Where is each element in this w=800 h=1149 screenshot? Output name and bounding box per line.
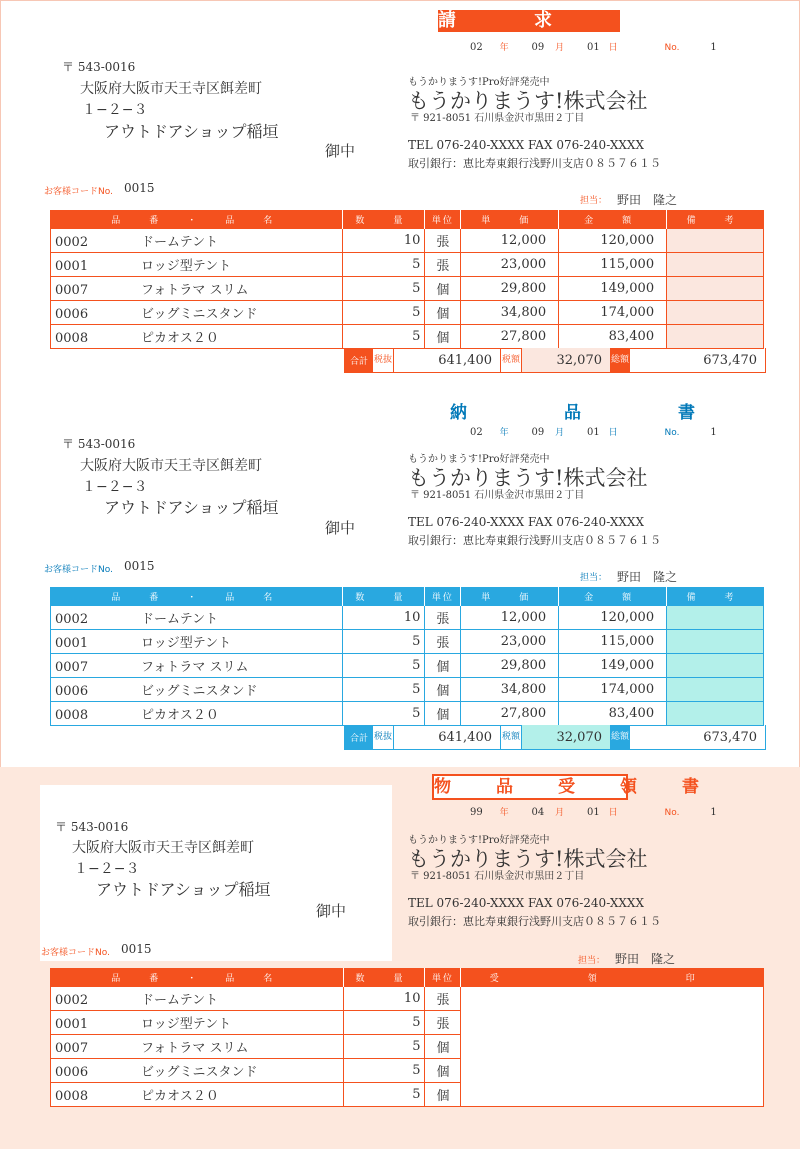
item-name: ロッジ型テント bbox=[141, 1017, 232, 1032]
unit-cell: 張 bbox=[425, 606, 461, 630]
item-cell bbox=[51, 253, 343, 277]
customer-code: 0015 bbox=[121, 942, 152, 956]
customer-postal: 〒 543-0016 bbox=[55, 820, 129, 834]
date-month: 09 bbox=[531, 42, 545, 53]
customer-address2: １−２−３ bbox=[82, 102, 148, 118]
col-item: 品 番 ・ 品 名 bbox=[111, 593, 283, 603]
doc-no: 1 bbox=[710, 807, 717, 818]
item-code: 0002 bbox=[55, 612, 89, 627]
item-cell bbox=[51, 229, 343, 253]
staff-name: 野田 隆之 bbox=[615, 952, 676, 966]
qty-cell: 5 bbox=[343, 325, 425, 349]
remarks-cell bbox=[667, 253, 764, 277]
company-bank: 取引銀行：恵比寿東銀行浅野川支店０８５７６１５ bbox=[408, 915, 661, 928]
company-tel-fax: TEL 076-240-XXXX FAX 076-240-XXXX bbox=[408, 515, 644, 529]
company-tagline: もうかりまうす!Pro好評発売中 bbox=[408, 77, 550, 88]
month-label: 月 bbox=[555, 808, 565, 818]
customer-code-label: お客様コードNo. bbox=[44, 187, 113, 197]
item-name: ピカオス２０ bbox=[141, 331, 219, 346]
item-cell bbox=[51, 1035, 344, 1059]
amount-cell: 83,400 bbox=[559, 325, 667, 349]
delivery-date bbox=[470, 425, 717, 438]
amount-cell: 174,000 bbox=[559, 678, 667, 702]
item-code: 0006 bbox=[55, 684, 89, 699]
table-row bbox=[51, 277, 764, 301]
table-row bbox=[51, 606, 764, 630]
company-tel-fax: TEL 076-240-XXXX FAX 076-240-XXXX bbox=[408, 896, 644, 910]
qty-cell: 5 bbox=[343, 678, 425, 702]
item-name: ピカオス２０ bbox=[141, 1089, 219, 1104]
unit-cell: 張 bbox=[425, 253, 461, 277]
item-cell bbox=[51, 678, 343, 702]
amount-cell: 120,000 bbox=[559, 229, 667, 253]
col-remarks: 備 考 bbox=[667, 211, 764, 229]
unit-cell: 張 bbox=[425, 1011, 461, 1035]
customer-code-label: お客様コードNo. bbox=[41, 948, 110, 958]
item-cell bbox=[51, 325, 343, 349]
no-label: No. bbox=[664, 43, 680, 53]
company-tel-fax: TEL 076-240-XXXX FAX 076-240-XXXX bbox=[408, 138, 644, 152]
col-unit: 単位 bbox=[425, 588, 461, 606]
unit-cell: 個 bbox=[425, 1059, 461, 1083]
qty-cell: 5 bbox=[343, 1035, 425, 1059]
customer-postal: 〒 543-0016 bbox=[62, 60, 136, 74]
honorific: 御中 bbox=[325, 519, 356, 537]
customer-code: 0015 bbox=[124, 181, 155, 195]
date-year: 02 bbox=[470, 42, 483, 53]
item-name: フォトラマ スリム bbox=[141, 1041, 249, 1056]
company-name: もうかりまうす!株式会社 bbox=[408, 89, 648, 113]
qty-cell: 5 bbox=[343, 702, 425, 726]
receipt-items-table bbox=[50, 968, 764, 1107]
tax-amount: 32,070 bbox=[522, 725, 610, 749]
grand-amount: 673,470 bbox=[703, 729, 757, 745]
total-label: 合計 bbox=[345, 348, 373, 372]
customer-postal: 〒 543-0016 bbox=[62, 437, 136, 451]
invoice-title: 請 求 書 bbox=[438, 10, 678, 31]
qty-cell: 5 bbox=[343, 253, 425, 277]
qty-cell: 5 bbox=[343, 630, 425, 654]
col-receipt-stamp: 受 領 印 bbox=[461, 969, 764, 987]
item-name: ドームテント bbox=[141, 235, 219, 250]
item-name: ビッグミニスタンド bbox=[141, 307, 258, 322]
remarks-cell bbox=[667, 630, 764, 654]
pretax-amount: 641,400 bbox=[438, 352, 492, 368]
price-cell: 27,800 bbox=[461, 702, 559, 726]
table-row bbox=[51, 325, 764, 349]
receipt-section bbox=[0, 767, 800, 1149]
customer-address2: １−２−３ bbox=[74, 861, 140, 877]
pretax-label: 税抜 bbox=[373, 348, 394, 372]
year-label: 年 bbox=[499, 428, 509, 438]
date-day: 01 bbox=[587, 42, 600, 53]
grand-amount: 673,470 bbox=[703, 352, 757, 368]
staff-label: 担当： bbox=[580, 196, 608, 206]
item-code: 0008 bbox=[55, 331, 89, 346]
qty-cell: 5 bbox=[343, 1011, 425, 1035]
delivery-totals bbox=[344, 725, 766, 750]
amount-cell: 174,000 bbox=[559, 301, 667, 325]
qty-cell: 5 bbox=[343, 301, 425, 325]
col-unit: 単位 bbox=[425, 211, 461, 229]
doc-no: 1 bbox=[710, 427, 717, 438]
month-label: 月 bbox=[555, 428, 565, 438]
no-label: No. bbox=[664, 428, 680, 438]
amount-cell: 115,000 bbox=[559, 630, 667, 654]
date-month: 09 bbox=[531, 427, 545, 438]
delivery-items-table bbox=[50, 587, 764, 726]
customer-name: アウトドアショップ稲垣 bbox=[104, 122, 279, 141]
customer-name: アウトドアショップ稲垣 bbox=[104, 498, 279, 517]
price-cell: 29,800 bbox=[461, 277, 559, 301]
tax-amount: 32,070 bbox=[522, 348, 610, 372]
amount-cell: 120,000 bbox=[559, 606, 667, 630]
price-cell: 34,800 bbox=[461, 301, 559, 325]
item-name: ビッグミニスタンド bbox=[141, 684, 258, 699]
price-cell: 12,000 bbox=[461, 229, 559, 253]
table-row bbox=[51, 702, 764, 726]
price-cell: 23,000 bbox=[461, 253, 559, 277]
customer-code-label: お客様コードNo. bbox=[44, 565, 113, 575]
grand-label: 総額 bbox=[610, 725, 630, 749]
unit-cell: 個 bbox=[425, 1035, 461, 1059]
item-name: ビッグミニスタンド bbox=[141, 1065, 258, 1080]
unit-cell: 個 bbox=[425, 678, 461, 702]
tax-label: 税額 bbox=[500, 348, 522, 372]
unit-cell: 張 bbox=[425, 987, 461, 1011]
invoice-totals bbox=[344, 348, 766, 373]
grand-label: 総額 bbox=[610, 348, 630, 372]
col-qty: 数 量 bbox=[343, 588, 425, 606]
item-code: 0007 bbox=[55, 283, 89, 298]
item-code: 0006 bbox=[55, 307, 89, 322]
item-code: 0002 bbox=[55, 993, 89, 1008]
company-tagline: もうかりまうす!Pro好評発売中 bbox=[408, 835, 550, 846]
date-day: 01 bbox=[587, 427, 600, 438]
staff-label: 担当： bbox=[580, 573, 608, 583]
col-price: 単 価 bbox=[461, 211, 559, 229]
unit-cell: 個 bbox=[425, 277, 461, 301]
item-code: 0001 bbox=[55, 1017, 89, 1032]
staff-label: 担当： bbox=[578, 956, 606, 966]
qty-cell: 5 bbox=[343, 277, 425, 301]
day-label: 日 bbox=[608, 43, 618, 53]
item-code: 0007 bbox=[55, 660, 89, 675]
customer-address1: 大阪府大阪市天王寺区餌差町 bbox=[72, 840, 254, 856]
remarks-cell bbox=[667, 678, 764, 702]
item-code: 0007 bbox=[55, 1041, 89, 1056]
customer-code: 0015 bbox=[124, 559, 155, 573]
year-label: 年 bbox=[499, 808, 509, 818]
remarks-cell bbox=[667, 301, 764, 325]
amount-cell: 149,000 bbox=[559, 277, 667, 301]
date-year: 02 bbox=[470, 427, 483, 438]
item-cell bbox=[51, 301, 343, 325]
item-code: 0001 bbox=[55, 259, 89, 274]
amount-cell: 115,000 bbox=[559, 253, 667, 277]
qty-cell: 10 bbox=[343, 229, 425, 253]
item-cell bbox=[51, 630, 343, 654]
tax-label: 税額 bbox=[500, 725, 522, 749]
item-name: フォトラマ スリム bbox=[141, 660, 249, 675]
day-label: 日 bbox=[608, 808, 618, 818]
customer-address2: １−２−３ bbox=[82, 479, 148, 495]
customer-name: アウトドアショップ稲垣 bbox=[96, 880, 271, 899]
col-unit: 単位 bbox=[425, 969, 461, 987]
company-bank: 取引銀行：恵比寿東銀行浅野川支店０８５７６１５ bbox=[408, 157, 661, 170]
table-row bbox=[51, 229, 764, 253]
date-year: 99 bbox=[470, 807, 483, 818]
col-qty: 数 量 bbox=[343, 969, 425, 987]
item-cell bbox=[51, 277, 343, 301]
unit-cell: 個 bbox=[425, 702, 461, 726]
qty-cell: 10 bbox=[343, 987, 425, 1011]
table-row bbox=[51, 987, 764, 1011]
honorific: 御中 bbox=[325, 142, 356, 160]
no-label: No. bbox=[664, 808, 680, 818]
table-row bbox=[51, 301, 764, 325]
company-bank: 取引銀行：恵比寿東銀行浅野川支店０８５７６１５ bbox=[408, 534, 661, 547]
honorific: 御中 bbox=[316, 902, 347, 920]
customer-address1: 大阪府大阪市天王寺区餌差町 bbox=[80, 81, 262, 97]
price-cell: 23,000 bbox=[461, 630, 559, 654]
table-row bbox=[51, 654, 764, 678]
pretax-label: 税抜 bbox=[373, 725, 394, 749]
col-amount: 金 額 bbox=[559, 588, 667, 606]
unit-cell: 個 bbox=[425, 654, 461, 678]
invoice-section bbox=[0, 0, 800, 385]
item-cell bbox=[51, 1011, 344, 1035]
item-code: 0002 bbox=[55, 235, 89, 250]
company-name: もうかりまうす!株式会社 bbox=[408, 466, 648, 490]
item-name: ドームテント bbox=[141, 612, 219, 627]
remarks-cell bbox=[667, 702, 764, 726]
receipt-date bbox=[470, 805, 717, 818]
item-cell bbox=[51, 702, 343, 726]
item-name: フォトラマ スリム bbox=[141, 283, 249, 298]
date-month: 04 bbox=[531, 807, 545, 818]
remarks-cell bbox=[667, 277, 764, 301]
item-name: ロッジ型テント bbox=[141, 259, 232, 274]
qty-cell: 10 bbox=[343, 606, 425, 630]
item-name: ピカオス２０ bbox=[141, 708, 219, 723]
price-cell: 27,800 bbox=[461, 325, 559, 349]
delivery-title: 納 品 書 bbox=[450, 403, 735, 423]
item-code: 0006 bbox=[55, 1065, 89, 1080]
col-item: 品 番 ・ 品 名 bbox=[111, 216, 283, 226]
total-label: 合計 bbox=[345, 725, 373, 749]
table-row bbox=[51, 253, 764, 277]
company-tagline: もうかりまうす!Pro好評発売中 bbox=[408, 454, 550, 465]
invoice-date bbox=[470, 40, 717, 53]
item-code: 0008 bbox=[55, 1089, 89, 1104]
amount-cell: 83,400 bbox=[559, 702, 667, 726]
qty-cell: 5 bbox=[343, 1083, 425, 1107]
item-cell bbox=[51, 654, 343, 678]
delivery-section bbox=[0, 385, 800, 767]
item-name: ロッジ型テント bbox=[141, 636, 232, 651]
col-price: 単 価 bbox=[461, 588, 559, 606]
company-name: もうかりまうす!株式会社 bbox=[408, 847, 648, 871]
unit-cell: 個 bbox=[425, 1083, 461, 1107]
item-cell bbox=[51, 1059, 344, 1083]
pretax-amount: 641,400 bbox=[438, 729, 492, 745]
qty-cell: 5 bbox=[343, 1059, 425, 1083]
day-label: 日 bbox=[608, 428, 618, 438]
staff-name: 野田 隆之 bbox=[617, 193, 678, 207]
unit-cell: 個 bbox=[425, 301, 461, 325]
col-qty: 数 量 bbox=[343, 211, 425, 229]
table-row bbox=[51, 630, 764, 654]
item-cell bbox=[51, 1083, 344, 1107]
receipt-stamp-area bbox=[461, 987, 764, 1107]
col-amount: 金 額 bbox=[559, 211, 667, 229]
date-day: 01 bbox=[587, 807, 600, 818]
amount-cell: 149,000 bbox=[559, 654, 667, 678]
item-cell bbox=[51, 606, 343, 630]
company-address: 〒 921-8051 石川県金沢市黒田２丁目 bbox=[410, 871, 585, 882]
item-code: 0001 bbox=[55, 636, 89, 651]
customer-address1: 大阪府大阪市天王寺区餌差町 bbox=[80, 458, 262, 474]
company-address: 〒 921-8051 石川県金沢市黒田２丁目 bbox=[410, 490, 585, 501]
unit-cell: 個 bbox=[425, 325, 461, 349]
item-code: 0008 bbox=[55, 708, 89, 723]
unit-cell: 張 bbox=[425, 630, 461, 654]
remarks-cell bbox=[667, 229, 764, 253]
item-cell bbox=[51, 987, 344, 1011]
price-cell: 29,800 bbox=[461, 654, 559, 678]
qty-cell: 5 bbox=[343, 654, 425, 678]
remarks-cell bbox=[667, 654, 764, 678]
company-address: 〒 921-8051 石川県金沢市黒田２丁目 bbox=[410, 113, 585, 124]
doc-no: 1 bbox=[710, 42, 717, 53]
receipt-title: 物 品 受 領 書 bbox=[432, 774, 628, 800]
item-name: ドームテント bbox=[141, 993, 219, 1008]
remarks-cell bbox=[667, 325, 764, 349]
month-label: 月 bbox=[555, 43, 565, 53]
col-item: 品 番 ・ 品 名 bbox=[111, 974, 283, 984]
unit-cell: 張 bbox=[425, 229, 461, 253]
staff-name: 野田 隆之 bbox=[617, 570, 678, 584]
year-label: 年 bbox=[499, 43, 509, 53]
invoice-items-table bbox=[50, 210, 764, 349]
remarks-cell bbox=[667, 606, 764, 630]
price-cell: 34,800 bbox=[461, 678, 559, 702]
price-cell: 12,000 bbox=[461, 606, 559, 630]
table-row bbox=[51, 678, 764, 702]
col-remarks: 備 考 bbox=[667, 588, 764, 606]
